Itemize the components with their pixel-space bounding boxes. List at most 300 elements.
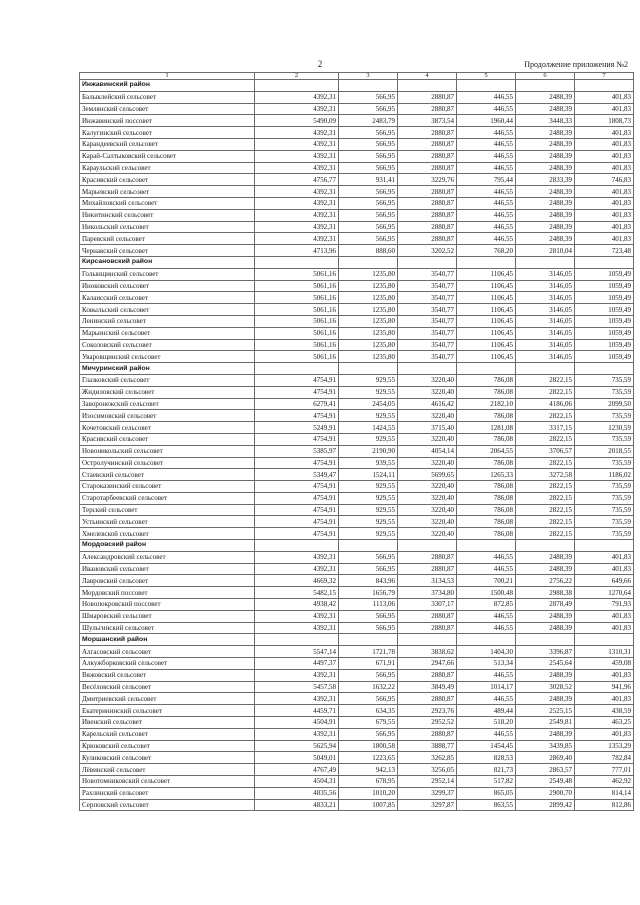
value-cell-col5: 446,55 — [457, 221, 516, 233]
value-cell-col3: 566,95 — [339, 150, 398, 162]
value-cell-col7: 1059,49 — [575, 304, 634, 316]
value-cell-col4: 3134,53 — [398, 575, 457, 587]
settlement-name: Крюковский сельсовет — [80, 740, 255, 752]
value-cell-col6: 2822,15 — [516, 481, 575, 493]
value-cell-col6: 2488,39 — [516, 162, 575, 174]
value-cell-col2: 5490,09 — [255, 115, 339, 127]
empty-cell — [398, 540, 457, 552]
value-cell-col3: 929,55 — [339, 433, 398, 445]
value-cell-col3: 1235,80 — [339, 327, 398, 339]
value-cell-col3: 1235,80 — [339, 280, 398, 292]
settlement-name: Красивский сельсовет — [80, 174, 255, 186]
value-cell-col3: 566,95 — [339, 162, 398, 174]
empty-cell — [255, 256, 339, 268]
value-cell-col5: 446,55 — [457, 693, 516, 705]
value-cell-col4: 2880,87 — [398, 103, 457, 115]
value-cell-col4: 3202,52 — [398, 245, 457, 257]
value-cell-col7: 2018,55 — [575, 445, 634, 457]
value-cell-col7: 814,14 — [575, 787, 634, 799]
value-cell-col4: 3540,77 — [398, 304, 457, 316]
value-cell-col6: 2822,15 — [516, 386, 575, 398]
value-cell-col3: 929,55 — [339, 386, 398, 398]
value-cell-col4: 3888,77 — [398, 740, 457, 752]
value-cell-col2: 5547,14 — [255, 646, 339, 658]
table-row — [80, 669, 634, 681]
value-cell-col7: 401,83 — [575, 150, 634, 162]
value-cell-col4: 3540,77 — [398, 292, 457, 304]
value-cell-col6: 2488,39 — [516, 563, 575, 575]
settlement-name: Соколовский сельсовет — [80, 339, 255, 351]
value-cell-col3: 2190,90 — [339, 445, 398, 457]
table-row — [80, 315, 634, 327]
value-cell-col7: 401,83 — [575, 551, 634, 563]
value-cell-col5: 863,55 — [457, 799, 516, 811]
value-cell-col6: 3272,58 — [516, 469, 575, 481]
value-cell-col4: 3297,87 — [398, 799, 457, 811]
value-cell-col6: 2863,57 — [516, 764, 575, 776]
value-cell-col6: 3317,15 — [516, 422, 575, 434]
settlement-name: Шульгинский сельсовет — [80, 622, 255, 634]
settlement-name: Новоникольский сельсовет — [80, 445, 255, 457]
value-cell-col6: 2833,39 — [516, 174, 575, 186]
value-cell-col7: 1353,29 — [575, 740, 634, 752]
settlement-name: Екатерининский сельсовет — [80, 705, 255, 717]
value-cell-col3: 566,95 — [339, 622, 398, 634]
settlement-name: Ковыльский сельсовет — [80, 304, 255, 316]
value-cell-col5: 786,08 — [457, 528, 516, 540]
value-cell-col7: 401,83 — [575, 103, 634, 115]
value-cell-col2: 5061,16 — [255, 351, 339, 363]
value-cell-col2: 4392,31 — [255, 622, 339, 634]
settlement-name: Старотарбеевский сельсовет — [80, 492, 255, 504]
value-cell-col4: 2880,87 — [398, 622, 457, 634]
value-cell-col5: 1281,08 — [457, 422, 516, 434]
value-cell-col7: 1059,49 — [575, 315, 634, 327]
value-cell-col7: 1230,59 — [575, 422, 634, 434]
value-cell-col7: 735,59 — [575, 410, 634, 422]
value-cell-col5: 446,55 — [457, 233, 516, 245]
settlement-name: Жидиловский сельсовет — [80, 386, 255, 398]
value-cell-col7: 463,25 — [575, 717, 634, 729]
value-cell-col2: 4392,31 — [255, 103, 339, 115]
settlement-name: Ивенский сельсовет — [80, 717, 255, 729]
column-number-row — [80, 73, 634, 80]
settlement-name: Алгасовский сельсовет — [80, 646, 255, 658]
value-cell-col5: 446,55 — [457, 162, 516, 174]
settlement-name: Калугинский сельсовет — [80, 127, 255, 139]
value-cell-col7: 735,59 — [575, 433, 634, 445]
value-cell-col4: 3229,76 — [398, 174, 457, 186]
value-cell-col2: 4754,91 — [255, 481, 339, 493]
value-cell-col4: 2880,87 — [398, 162, 457, 174]
table-row — [80, 658, 634, 670]
value-cell-col2: 4938,42 — [255, 599, 339, 611]
value-cell-col6: 2525,15 — [516, 705, 575, 717]
value-cell-col5: 700,21 — [457, 575, 516, 587]
empty-cell — [339, 363, 398, 375]
value-cell-col3: 929,55 — [339, 504, 398, 516]
settlement-name: Дмитриевский сельсовет — [80, 693, 255, 705]
value-cell-col2: 4754,91 — [255, 457, 339, 469]
value-cell-col3: 843,96 — [339, 575, 398, 587]
table-row — [80, 563, 634, 575]
value-cell-col2: 4392,31 — [255, 197, 339, 209]
value-cell-col6: 3146,05 — [516, 304, 575, 316]
column-number: 4 — [398, 73, 457, 80]
table-row — [80, 587, 634, 599]
district-row — [80, 363, 634, 375]
table-row — [80, 551, 634, 563]
value-cell-col2: 5061,16 — [255, 327, 339, 339]
value-cell-col4: 3220,40 — [398, 504, 457, 516]
value-cell-col3: 1656,79 — [339, 587, 398, 599]
value-cell-col6: 3146,05 — [516, 327, 575, 339]
value-cell-col3: 634,35 — [339, 705, 398, 717]
value-cell-col2: 4754,91 — [255, 516, 339, 528]
value-cell-col4: 3262,85 — [398, 752, 457, 764]
value-cell-col2: 5385,97 — [255, 445, 339, 457]
value-cell-col6: 2988,38 — [516, 587, 575, 599]
value-cell-col6: 2878,49 — [516, 599, 575, 611]
settlement-name: Мордовский поссовет — [80, 587, 255, 599]
empty-cell — [457, 363, 516, 375]
table-row — [80, 457, 634, 469]
value-cell-col6: 2488,39 — [516, 693, 575, 705]
page-number: 2 — [317, 59, 323, 69]
table-row — [80, 339, 634, 351]
value-cell-col2: 4392,31 — [255, 233, 339, 245]
value-cell-col5: 786,08 — [457, 386, 516, 398]
value-cell-col4: 3220,40 — [398, 433, 457, 445]
value-cell-col5: 446,55 — [457, 563, 516, 575]
table-row — [80, 728, 634, 740]
value-cell-col7: 401,83 — [575, 197, 634, 209]
value-cell-col7: 1310,31 — [575, 646, 634, 658]
empty-cell — [516, 540, 575, 552]
empty-cell — [255, 80, 339, 92]
settlement-name: Серповский сельсовет — [80, 799, 255, 811]
value-cell-col4: 3540,77 — [398, 339, 457, 351]
settlement-name: Чернавский сельсовет — [80, 245, 255, 257]
value-cell-col5: 795,44 — [457, 174, 516, 186]
value-cell-col6: 2488,39 — [516, 551, 575, 563]
value-cell-col6: 2488,39 — [516, 138, 575, 150]
value-cell-col2: 4392,31 — [255, 728, 339, 740]
value-cell-col6: 3146,05 — [516, 339, 575, 351]
value-cell-col3: 566,95 — [339, 209, 398, 221]
value-cell-col5: 446,55 — [457, 669, 516, 681]
empty-cell — [339, 80, 398, 92]
value-cell-col2: 5061,16 — [255, 315, 339, 327]
value-cell-col5: 489,44 — [457, 705, 516, 717]
value-cell-col2: 4833,21 — [255, 799, 339, 811]
value-cell-col2: 6279,41 — [255, 398, 339, 410]
settlement-name: Шмаровский сельсовет — [80, 610, 255, 622]
value-cell-col4: 2880,87 — [398, 91, 457, 103]
value-cell-col5: 446,55 — [457, 197, 516, 209]
value-cell-col7: 941,96 — [575, 681, 634, 693]
settlement-name: Весёловский сельсовет — [80, 681, 255, 693]
value-cell-col5: 786,08 — [457, 481, 516, 493]
table-row — [80, 610, 634, 622]
value-cell-col5: 446,55 — [457, 91, 516, 103]
value-cell-col2: 5625,94 — [255, 740, 339, 752]
table-row — [80, 398, 634, 410]
value-cell-col4: 3540,77 — [398, 280, 457, 292]
table-row — [80, 528, 634, 540]
value-cell-col3: 2454,05 — [339, 398, 398, 410]
column-number: 1 — [80, 73, 255, 80]
value-cell-col2: 5457,58 — [255, 681, 339, 693]
value-cell-col3: 566,95 — [339, 186, 398, 198]
value-cell-col4: 2880,87 — [398, 551, 457, 563]
value-cell-col5: 786,08 — [457, 516, 516, 528]
value-cell-col6: 2822,15 — [516, 528, 575, 540]
settlement-name: Вяжовский сельсовет — [80, 669, 255, 681]
value-cell-col2: 5061,16 — [255, 339, 339, 351]
district-name: Мичуринский район — [80, 363, 255, 375]
value-cell-col6: 2822,15 — [516, 410, 575, 422]
value-cell-col7: 1059,49 — [575, 280, 634, 292]
value-cell-col6: 2549,81 — [516, 717, 575, 729]
value-cell-col6: 3146,05 — [516, 315, 575, 327]
value-cell-col2: 4392,31 — [255, 221, 339, 233]
value-cell-col4: 2880,87 — [398, 563, 457, 575]
value-cell-col7: 401,83 — [575, 693, 634, 705]
table-row — [80, 504, 634, 516]
settlement-name: Михайловский сельсовет — [80, 197, 255, 209]
value-cell-col7: 401,83 — [575, 186, 634, 198]
empty-cell — [255, 363, 339, 375]
value-cell-col7: 735,59 — [575, 386, 634, 398]
value-cell-col2: 4392,31 — [255, 138, 339, 150]
value-cell-col7: 735,59 — [575, 374, 634, 386]
value-cell-col5: 786,08 — [457, 492, 516, 504]
table-row — [80, 693, 634, 705]
value-cell-col7: 401,83 — [575, 162, 634, 174]
value-cell-col4: 2880,87 — [398, 138, 457, 150]
value-cell-col7: 812,86 — [575, 799, 634, 811]
settlement-name: Староказинский сельсовет — [80, 481, 255, 493]
value-cell-col3: 1010,20 — [339, 787, 398, 799]
value-cell-col6: 2822,15 — [516, 433, 575, 445]
value-cell-col7: 2099,50 — [575, 398, 634, 410]
value-cell-col6: 3396,87 — [516, 646, 575, 658]
value-cell-col6: 2488,39 — [516, 103, 575, 115]
value-cell-col5: 1106,45 — [457, 327, 516, 339]
value-cell-col7: 735,59 — [575, 504, 634, 516]
value-cell-col5: 1106,45 — [457, 304, 516, 316]
value-cell-col7: 735,59 — [575, 481, 634, 493]
data-table — [79, 72, 634, 811]
empty-cell — [398, 80, 457, 92]
settlement-name: Калаисский сельсовет — [80, 292, 255, 304]
table-row — [80, 787, 634, 799]
value-cell-col5: 786,08 — [457, 374, 516, 386]
value-cell-col6: 2549,48 — [516, 776, 575, 788]
table-row — [80, 327, 634, 339]
value-cell-col3: 566,95 — [339, 103, 398, 115]
value-cell-col2: 4392,31 — [255, 162, 339, 174]
value-cell-col2: 4392,31 — [255, 563, 339, 575]
value-cell-col4: 2880,87 — [398, 221, 457, 233]
column-number: 5 — [457, 73, 516, 80]
value-cell-col3: 566,95 — [339, 551, 398, 563]
value-cell-col6: 2869,40 — [516, 752, 575, 764]
value-cell-col3: 1235,80 — [339, 292, 398, 304]
value-cell-col2: 5249,91 — [255, 422, 339, 434]
value-cell-col6: 3146,05 — [516, 268, 575, 280]
settlement-name: Карельский сельсовет — [80, 728, 255, 740]
value-cell-col7: 735,59 — [575, 457, 634, 469]
column-number: 7 — [575, 73, 634, 80]
value-cell-col7: 735,59 — [575, 528, 634, 540]
table-row — [80, 445, 634, 457]
district-row — [80, 540, 634, 552]
value-cell-col4: 3299,37 — [398, 787, 457, 799]
empty-cell — [575, 634, 634, 646]
value-cell-col3: 2483,79 — [339, 115, 398, 127]
table-row — [80, 292, 634, 304]
settlement-name: Терский сельсовет — [80, 504, 255, 516]
value-cell-col3: 1235,80 — [339, 339, 398, 351]
district-name: Мордовский район — [80, 540, 255, 552]
table-row — [80, 799, 634, 811]
value-cell-col2: 5061,16 — [255, 292, 339, 304]
value-cell-col5: 1106,45 — [457, 280, 516, 292]
value-cell-col3: 929,55 — [339, 528, 398, 540]
table-row — [80, 776, 634, 788]
table-row — [80, 233, 634, 245]
settlement-name: Марьинский сельсовет — [80, 327, 255, 339]
value-cell-col4: 3873,54 — [398, 115, 457, 127]
value-cell-col7: 782,84 — [575, 752, 634, 764]
value-cell-col5: 446,55 — [457, 551, 516, 563]
table-row — [80, 469, 634, 481]
value-cell-col3: 1007,85 — [339, 799, 398, 811]
value-cell-col4: 3220,40 — [398, 481, 457, 493]
value-cell-col4: 3307,17 — [398, 599, 457, 611]
value-cell-col2: 4392,31 — [255, 91, 339, 103]
district-row — [80, 256, 634, 268]
value-cell-col6: 2545,64 — [516, 658, 575, 670]
value-cell-col6: 2822,15 — [516, 374, 575, 386]
empty-cell — [398, 363, 457, 375]
value-cell-col3: 566,95 — [339, 610, 398, 622]
value-cell-col7: 1059,49 — [575, 339, 634, 351]
value-cell-col4: 3540,77 — [398, 315, 457, 327]
value-cell-col7: 1186,02 — [575, 469, 634, 481]
value-cell-col6: 2488,39 — [516, 186, 575, 198]
value-cell-col2: 5061,16 — [255, 304, 339, 316]
value-cell-col3: 566,95 — [339, 127, 398, 139]
value-cell-col3: 566,95 — [339, 728, 398, 740]
value-cell-col5: 872,85 — [457, 599, 516, 611]
value-cell-col3: 566,95 — [339, 233, 398, 245]
value-cell-col3: 678,95 — [339, 776, 398, 788]
table-row — [80, 91, 634, 103]
value-cell-col6: 3448,33 — [516, 115, 575, 127]
value-cell-col4: 3540,77 — [398, 351, 457, 363]
empty-cell — [516, 256, 575, 268]
value-cell-col7: 723,48 — [575, 245, 634, 257]
value-cell-col7: 401,83 — [575, 127, 634, 139]
value-cell-col3: 929,55 — [339, 492, 398, 504]
table-row — [80, 681, 634, 693]
value-cell-col5: 1106,45 — [457, 351, 516, 363]
value-cell-col2: 4392,31 — [255, 150, 339, 162]
value-cell-col5: 1106,45 — [457, 292, 516, 304]
empty-cell — [339, 256, 398, 268]
settlement-name: Стаевский сельсовет — [80, 469, 255, 481]
column-number: 2 — [255, 73, 339, 80]
table-row — [80, 127, 634, 139]
value-cell-col3: 566,95 — [339, 221, 398, 233]
table-row — [80, 705, 634, 717]
table-row — [80, 386, 634, 398]
value-cell-col5: 517,82 — [457, 776, 516, 788]
value-cell-col5: 1500,48 — [457, 587, 516, 599]
value-cell-col5: 786,08 — [457, 410, 516, 422]
value-cell-col5: 786,08 — [457, 433, 516, 445]
value-cell-col5: 865,05 — [457, 787, 516, 799]
value-cell-col6: 2756,22 — [516, 575, 575, 587]
value-cell-col5: 446,55 — [457, 610, 516, 622]
value-cell-col3: 939,55 — [339, 457, 398, 469]
settlement-name: Хмелевской сельсовет — [80, 528, 255, 540]
settlement-name: Алкужборковский сельсовет — [80, 658, 255, 670]
value-cell-col4: 3220,40 — [398, 492, 457, 504]
settlement-name: Красивский сельсовет — [80, 433, 255, 445]
empty-cell — [457, 540, 516, 552]
value-cell-col3: 1524,11 — [339, 469, 398, 481]
table-row — [80, 280, 634, 292]
value-cell-col3: 1424,55 — [339, 422, 398, 434]
value-cell-col3: 566,95 — [339, 197, 398, 209]
value-cell-col4: 2880,87 — [398, 186, 457, 198]
settlement-name: Землянский сельсовет — [80, 103, 255, 115]
value-cell-col7: 1059,49 — [575, 327, 634, 339]
value-cell-col7: 462,92 — [575, 776, 634, 788]
value-cell-col5: 828,53 — [457, 752, 516, 764]
table-row — [80, 103, 634, 115]
value-cell-col4: 3220,40 — [398, 528, 457, 540]
table-row — [80, 186, 634, 198]
empty-cell — [516, 80, 575, 92]
value-cell-col6: 2488,39 — [516, 610, 575, 622]
value-cell-col4: 3540,77 — [398, 327, 457, 339]
district-row — [80, 634, 634, 646]
value-cell-col6: 2488,39 — [516, 91, 575, 103]
table-row — [80, 646, 634, 658]
value-cell-col4: 4616,42 — [398, 398, 457, 410]
value-cell-col2: 4754,91 — [255, 528, 339, 540]
value-cell-col7: 1059,49 — [575, 268, 634, 280]
value-cell-col3: 566,95 — [339, 669, 398, 681]
value-cell-col7: 777,01 — [575, 764, 634, 776]
value-cell-col7: 401,83 — [575, 563, 634, 575]
table-row — [80, 599, 634, 611]
value-cell-col2: 4754,91 — [255, 433, 339, 445]
value-cell-col6: 2822,15 — [516, 504, 575, 516]
district-name: Инжавинский район — [80, 80, 255, 92]
value-cell-col7: 791,93 — [575, 599, 634, 611]
table-row — [80, 575, 634, 587]
value-cell-col6: 2488,39 — [516, 127, 575, 139]
value-cell-col2: 4392,31 — [255, 610, 339, 622]
value-cell-col4: 2880,87 — [398, 150, 457, 162]
settlement-name: Ивановский сельсовет — [80, 563, 255, 575]
